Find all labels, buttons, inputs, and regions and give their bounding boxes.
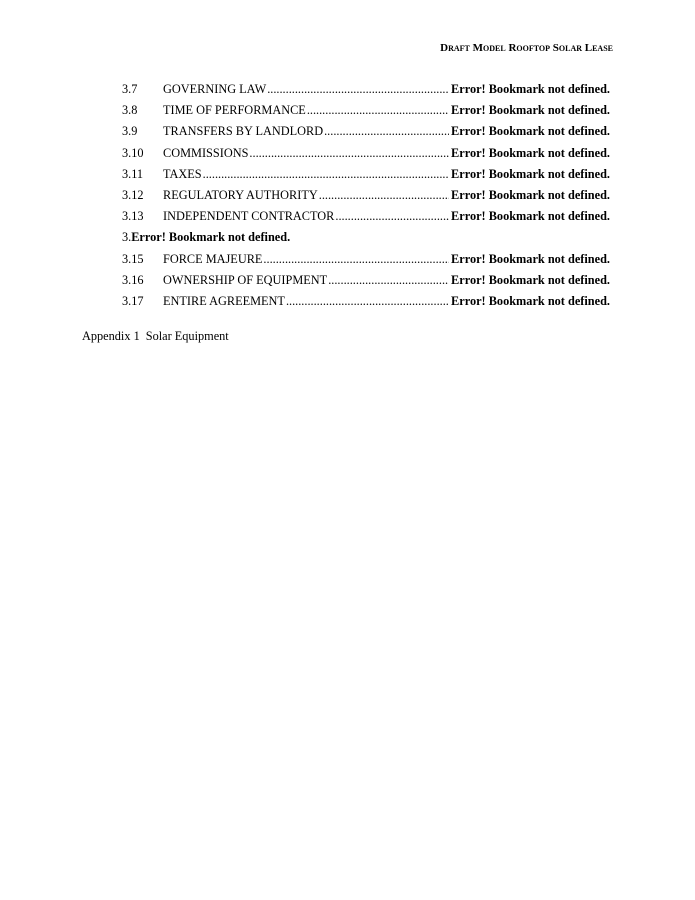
toc-entry-page: Error! Bookmark not defined. bbox=[451, 145, 610, 160]
toc-entry-title: FORCE MAJEURE bbox=[163, 251, 263, 266]
toc-leader-dots bbox=[328, 273, 449, 288]
toc-entry-number: 3.16 bbox=[122, 272, 144, 287]
toc-entry-number: 3.8 bbox=[122, 103, 138, 118]
toc-entry-title: TAXES bbox=[163, 166, 202, 181]
toc-entry[interactable] bbox=[122, 188, 610, 209]
toc-leader-dots bbox=[319, 188, 449, 203]
toc-entry-page: Error! Bookmark not defined. bbox=[451, 166, 610, 181]
toc-entry-number: 3.13 bbox=[122, 209, 144, 224]
toc-entry-page: Error! Bookmark not defined. bbox=[451, 124, 610, 139]
toc-leader-dots bbox=[286, 294, 449, 309]
toc-entry-page: Error! Bookmark not defined. bbox=[451, 82, 610, 96]
appendix-entry[interactable] bbox=[82, 329, 229, 344]
toc-entry[interactable] bbox=[122, 124, 610, 145]
toc-leader-dots bbox=[324, 124, 449, 139]
toc-entry-number: 3.12 bbox=[122, 187, 144, 202]
toc-entry[interactable] bbox=[122, 294, 610, 315]
toc-entry-number: 3. bbox=[122, 230, 132, 245]
toc-entry-number: 3.10 bbox=[122, 145, 144, 160]
toc-entry-title: COMMISSIONS bbox=[163, 145, 249, 160]
toc-entry-page: Error! Bookmark not defined. bbox=[451, 293, 610, 308]
toc-leader-dots bbox=[307, 103, 449, 118]
toc-error-text: Error! Bookmark not defined. bbox=[131, 230, 291, 245]
toc-entry-number: 3.15 bbox=[122, 251, 144, 266]
toc-entry-broken[interactable] bbox=[122, 230, 610, 251]
toc-entry-page: Error! Bookmark not defined. bbox=[451, 251, 610, 266]
toc-entry-page: Error! Bookmark not defined. bbox=[451, 187, 610, 202]
toc-entry-title: GOVERNING LAW bbox=[163, 82, 267, 96]
toc-entry-number: 3.7 bbox=[122, 82, 138, 96]
toc-entry[interactable] bbox=[122, 273, 610, 294]
toc-entry[interactable] bbox=[122, 252, 610, 273]
toc-entry-number: 3.11 bbox=[122, 166, 144, 181]
toc-entry[interactable] bbox=[122, 167, 610, 188]
toc-leader-dots bbox=[249, 146, 449, 161]
toc-leader-dots bbox=[263, 252, 449, 267]
toc-entry-page: Error! Bookmark not defined. bbox=[451, 272, 610, 287]
table-of-contents bbox=[122, 82, 610, 315]
toc-entry[interactable] bbox=[122, 146, 610, 167]
toc-entry[interactable] bbox=[122, 209, 610, 230]
toc-leader-dots bbox=[203, 167, 449, 182]
toc-leader-dots bbox=[267, 82, 449, 97]
toc-entry-number: 3.9 bbox=[122, 124, 138, 139]
toc-leader-dots bbox=[335, 209, 449, 224]
toc-entry[interactable] bbox=[122, 103, 610, 124]
appendix-label: Appendix 1 bbox=[82, 329, 140, 343]
toc-entry-page: Error! Bookmark not defined. bbox=[451, 209, 610, 224]
toc-entry[interactable] bbox=[122, 82, 610, 103]
toc-entry-number: 3.17 bbox=[122, 293, 144, 308]
appendix-title: Solar Equipment bbox=[145, 329, 229, 343]
toc-entry-title: ENTIRE AGREEMENT bbox=[163, 293, 285, 308]
page-header: Draft Model Rooftop Solar Lease bbox=[440, 42, 613, 54]
toc-entry-title: OWNERSHIP OF EQUIPMENT bbox=[163, 272, 328, 287]
toc-entry-title: REGULATORY AUTHORITY bbox=[163, 187, 318, 202]
toc-entry-title: TRANSFERS BY LANDLORD bbox=[163, 124, 324, 139]
toc-entry-page: Error! Bookmark not defined. bbox=[451, 103, 610, 118]
toc-entry-title: INDEPENDENT CONTRACTOR bbox=[163, 209, 335, 224]
toc-entry-title: TIME OF PERFORMANCE bbox=[163, 103, 306, 118]
